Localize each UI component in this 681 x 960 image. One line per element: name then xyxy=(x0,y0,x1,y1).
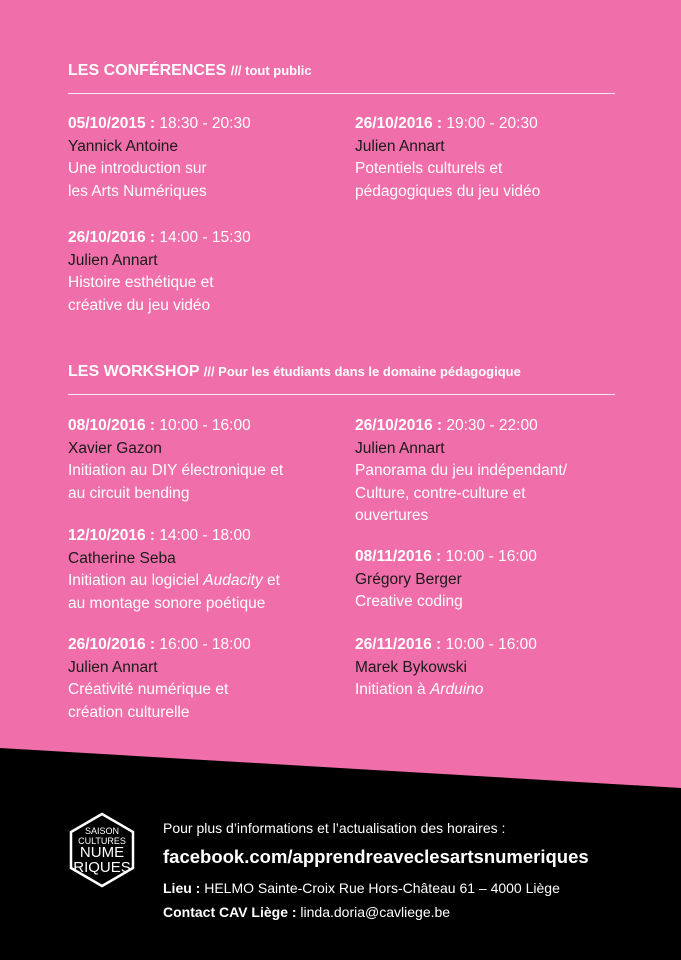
event-time: 10:00 - 16:00 xyxy=(445,636,537,653)
event-description: Panorama du jeu indépendant/ xyxy=(355,462,567,479)
event-date: 26/10/2016 : xyxy=(68,229,156,246)
workshops-title: LES WORKSHOP xyxy=(68,363,200,380)
event-date: 05/10/2015 : xyxy=(68,115,156,132)
event-date: 26/10/2016 : xyxy=(68,636,156,653)
event-time: 10:00 - 16:00 xyxy=(445,548,537,565)
event-description: Initiation au DIY électronique et xyxy=(68,462,284,479)
software-name: Audacity xyxy=(203,572,263,589)
conferences-heading xyxy=(68,62,312,80)
description-text: Initiation au logiciel xyxy=(68,572,204,589)
event-time: 18:30 - 20:30 xyxy=(159,115,251,132)
event-time: 16:00 - 18:00 xyxy=(159,636,251,653)
event-speaker: Julien Annart xyxy=(355,439,445,457)
workshop-event-3 xyxy=(68,634,348,724)
event-speaker: Julien Annart xyxy=(68,251,158,269)
event-date: 08/11/2016 : xyxy=(355,548,442,565)
event-time: 10:00 - 16:00 xyxy=(159,417,251,434)
workshop-event-1 xyxy=(68,415,348,505)
location-label: Lieu : xyxy=(163,880,201,896)
event-time: 19:00 - 20:30 xyxy=(446,115,538,132)
logo-line-riques: RIQUES xyxy=(73,859,131,876)
conferences-divider xyxy=(68,93,615,94)
event-speaker: Xavier Gazon xyxy=(68,439,162,457)
event-speaker: Marek Bykowski xyxy=(355,658,467,676)
event-speaker: Julien Annart xyxy=(355,137,445,155)
event-date: 26/10/2016 : xyxy=(355,417,443,434)
conferences-title: LES CONFÉRENCES xyxy=(68,62,227,79)
event-time: 14:00 - 15:30 xyxy=(159,229,251,246)
conference-event-3 xyxy=(68,227,338,317)
workshop-event-6 xyxy=(355,634,625,702)
footer-info: Pour plus d’informations et l’actualisation des horaires : xyxy=(163,820,506,836)
event-description: Culture, contre-culture et xyxy=(355,484,526,502)
event-speaker: Julien Annart xyxy=(68,658,158,676)
event-description xyxy=(355,679,625,702)
event-description: Potentiels culturels et xyxy=(355,160,503,177)
conferences-subtitle: /// tout public xyxy=(230,63,312,78)
event-description: ouvertures xyxy=(355,507,429,524)
facebook-link[interactable]: facebook.com/apprendreaveclesartsnumeriques xyxy=(163,846,589,867)
contact-label: Contact CAV Liège : xyxy=(163,904,297,920)
event-description: Une introduction sur xyxy=(68,160,207,177)
logo-line-saison: SAISON xyxy=(84,826,119,836)
conference-event-2 xyxy=(355,113,625,203)
event-date: 08/10/2016 : xyxy=(68,417,156,434)
event-date: 26/11/2016 : xyxy=(355,636,442,653)
logo-line-cultures: CULTURES xyxy=(78,836,126,846)
location-value: HELMO Sainte-Croix Rue Hors-Château 61 – 4000 Liège xyxy=(204,880,560,896)
event-description: au circuit bending xyxy=(68,484,190,502)
event-description: Creative coding xyxy=(355,593,463,610)
event-description: les Arts Numériques xyxy=(68,182,207,200)
workshop-event-5 xyxy=(355,546,625,614)
event-date: 12/10/2016 : xyxy=(68,527,156,544)
footer-contact xyxy=(163,904,450,920)
event-description: Créativité numérique et xyxy=(68,681,229,698)
event-description: créative du jeu vidéo xyxy=(68,296,211,314)
workshop-event-4 xyxy=(355,415,625,528)
footer-location xyxy=(163,880,560,896)
event-speaker: Grégory Berger xyxy=(355,570,462,588)
software-name: Arduino xyxy=(429,681,484,698)
event-description: Histoire esthétique et xyxy=(68,274,214,291)
workshops-heading xyxy=(68,363,521,381)
description-text: et xyxy=(262,572,280,589)
event-description: création culturelle xyxy=(68,703,190,721)
event-description xyxy=(68,570,348,593)
event-speaker: Catherine Seba xyxy=(68,549,176,567)
event-description: pédagogiques du jeu vidéo xyxy=(355,182,541,200)
workshop-event-2 xyxy=(68,525,348,615)
event-date: 26/10/2016 : xyxy=(355,115,443,132)
logo-line-nume: NUME xyxy=(79,844,125,861)
workshops-divider xyxy=(68,394,615,395)
event-description: au montage sonore poétique xyxy=(68,594,266,612)
event-speaker: Yannick Antoine xyxy=(68,137,179,155)
workshops-subtitle: /// Pour les étudiants dans le domaine pédagogique xyxy=(203,364,521,379)
contact-email[interactable]: linda.doria@cavliege.be xyxy=(300,904,451,920)
conference-event-1 xyxy=(68,113,338,203)
event-time: 20:30 - 22:00 xyxy=(446,417,538,434)
description-text: Initiation à xyxy=(355,681,430,698)
event-time: 14:00 - 18:00 xyxy=(159,527,251,544)
